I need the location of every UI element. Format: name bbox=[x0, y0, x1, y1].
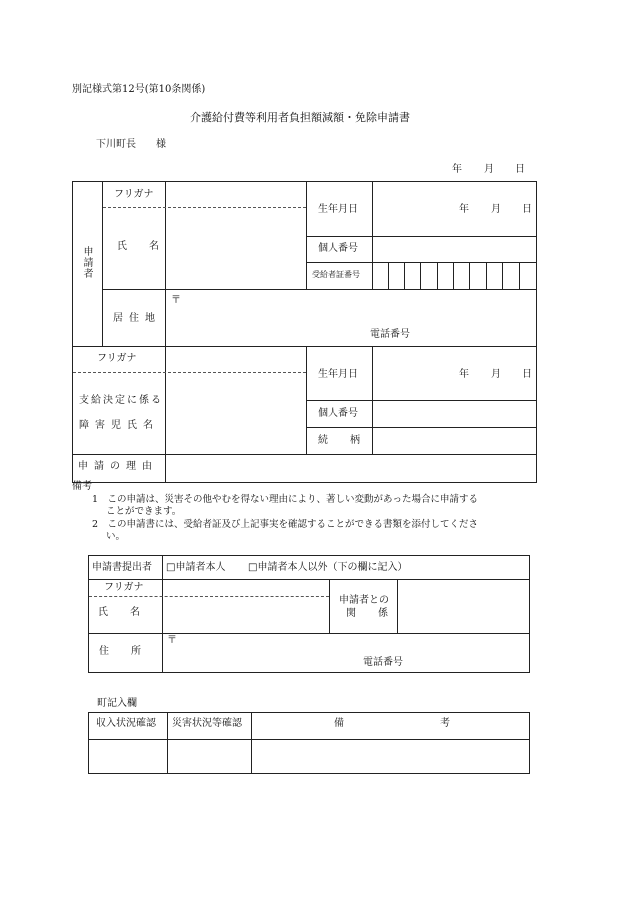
table-line bbox=[88, 773, 530, 774]
date-month[interactable]: 月 bbox=[484, 164, 494, 175]
table-line bbox=[329, 579, 330, 633]
child-relationship-input[interactable] bbox=[373, 429, 535, 453]
table-line bbox=[88, 739, 530, 740]
page-title: 介護給付費等利用者負担額減額・免除申請書 bbox=[190, 111, 410, 124]
submitter-relation-line1: 申請者との bbox=[339, 595, 389, 606]
applicant-name-label: 氏 名 bbox=[117, 241, 165, 252]
addressee: 下川町長 様 bbox=[96, 139, 166, 150]
date-year[interactable]: 年 bbox=[452, 164, 462, 175]
table-line bbox=[72, 346, 537, 347]
town-remarks-input[interactable] bbox=[252, 741, 528, 772]
table-line bbox=[72, 454, 537, 455]
table-line bbox=[72, 181, 73, 483]
table-line bbox=[72, 482, 537, 483]
table-line bbox=[536, 181, 537, 483]
submitter-relation-line2: 関 係 bbox=[346, 608, 394, 619]
child-label-line2: 障害児氏名 bbox=[79, 420, 159, 431]
table-line bbox=[529, 712, 530, 774]
child-furigana-input[interactable] bbox=[166, 348, 305, 371]
applicant-name-input[interactable] bbox=[166, 208, 305, 288]
note-1-line-2: ことができます。 bbox=[106, 506, 182, 517]
applicant-birthdate-input[interactable] bbox=[373, 182, 453, 235]
child-birth-year: 年 bbox=[459, 369, 469, 380]
child-birthdate-input[interactable] bbox=[373, 348, 453, 399]
submitter-phone-input[interactable] bbox=[415, 656, 528, 671]
submitter-address-label: 住 所 bbox=[99, 646, 147, 657]
reason-label: 申請の理由 bbox=[78, 461, 158, 472]
note-2-line-1: 2 この申請書には、受給者証及び上記事実を確認することができる書類を添付してくださ bbox=[92, 519, 479, 530]
applicant-furigana-input[interactable] bbox=[166, 182, 305, 207]
applicant-birth-year: 年 bbox=[459, 204, 469, 215]
table-line bbox=[88, 555, 89, 673]
table-line bbox=[102, 181, 103, 347]
town-income-input[interactable] bbox=[89, 741, 166, 772]
applicant-personal-number-input[interactable] bbox=[373, 237, 535, 261]
table-line bbox=[306, 400, 537, 401]
child-relationship-label: 続 柄 bbox=[318, 435, 366, 446]
reason-input[interactable] bbox=[166, 456, 535, 481]
child-birthdate-label: 生年月日 bbox=[318, 369, 358, 380]
note-2-line-2: い。 bbox=[106, 531, 126, 542]
form-number: 別記様式第12号(第10条関係) bbox=[72, 84, 206, 95]
recipient-cert-number-input[interactable] bbox=[373, 263, 535, 288]
table-line bbox=[306, 427, 537, 428]
date-day[interactable]: 日 bbox=[515, 164, 525, 175]
town-col-remarks-1: 備 bbox=[334, 718, 344, 729]
child-furigana-label: フリガナ bbox=[97, 353, 137, 364]
town-col-remarks-2: 考 bbox=[440, 718, 450, 729]
note-1-line-1: 1 この申請は、災害その他やむを得ない理由により、著しい変動があった場合に申請する bbox=[92, 494, 478, 505]
recipient-cert-number-label: 受給者証番号 bbox=[312, 270, 360, 279]
town-col-disaster: 災害状況等確認 bbox=[172, 718, 242, 729]
notes-heading: 備考 bbox=[72, 481, 92, 492]
submitter-name-label: 氏 名 bbox=[98, 607, 146, 618]
applicant-side-label: 申請者 bbox=[81, 246, 92, 279]
town-disaster-input[interactable] bbox=[168, 741, 250, 772]
submitter-label: 申請書提出者 bbox=[92, 562, 152, 573]
applicant-birth-day: 日 bbox=[522, 204, 532, 215]
child-personal-number-input[interactable] bbox=[373, 402, 535, 426]
table-line bbox=[88, 555, 530, 556]
submitter-postal-mark: 〒 bbox=[167, 635, 177, 646]
submitter-phone-label: 電話番号 bbox=[363, 657, 403, 668]
submitter-name-input[interactable] bbox=[163, 598, 328, 632]
submitter-furigana-label: フリガナ bbox=[104, 582, 144, 593]
submitter-option-self[interactable]: □申請者本人 bbox=[166, 562, 226, 573]
submitter-relation-input[interactable] bbox=[398, 581, 528, 632]
submitter-address-input[interactable] bbox=[180, 635, 528, 657]
child-name-input[interactable] bbox=[166, 373, 305, 453]
table-line bbox=[89, 596, 329, 597]
town-col-income: 収入状況確認 bbox=[96, 718, 156, 729]
table-line bbox=[102, 289, 537, 290]
child-birth-day: 日 bbox=[522, 369, 532, 380]
table-line bbox=[306, 181, 307, 289]
applicant-personal-number-label: 個人番号 bbox=[318, 243, 358, 254]
table-line bbox=[88, 712, 530, 713]
submitter-furigana-input[interactable] bbox=[163, 581, 328, 595]
child-personal-number-label: 個人番号 bbox=[318, 408, 358, 419]
town-section-heading: 町記入欄 bbox=[97, 698, 137, 709]
applicant-postal-mark: 〒 bbox=[171, 295, 181, 306]
table-line bbox=[88, 672, 530, 673]
table-line bbox=[529, 555, 530, 673]
table-line bbox=[88, 633, 530, 634]
child-label-line1: 支給決定に係る bbox=[79, 395, 163, 406]
applicant-furigana-label: フリガナ bbox=[114, 189, 154, 200]
submitter-option-other[interactable]: □申請者本人以外（下の欄に記入） bbox=[248, 562, 408, 573]
applicant-address-input[interactable] bbox=[185, 291, 535, 325]
child-birth-month: 月 bbox=[491, 369, 501, 380]
applicant-phone-input[interactable] bbox=[420, 326, 535, 344]
applicant-address-label: 居住地 bbox=[113, 313, 161, 324]
applicant-phone-label: 電話番号 bbox=[370, 329, 410, 340]
applicant-birthdate-label: 生年月日 bbox=[318, 204, 358, 215]
table-line bbox=[88, 579, 530, 580]
applicant-birth-month: 月 bbox=[491, 204, 501, 215]
